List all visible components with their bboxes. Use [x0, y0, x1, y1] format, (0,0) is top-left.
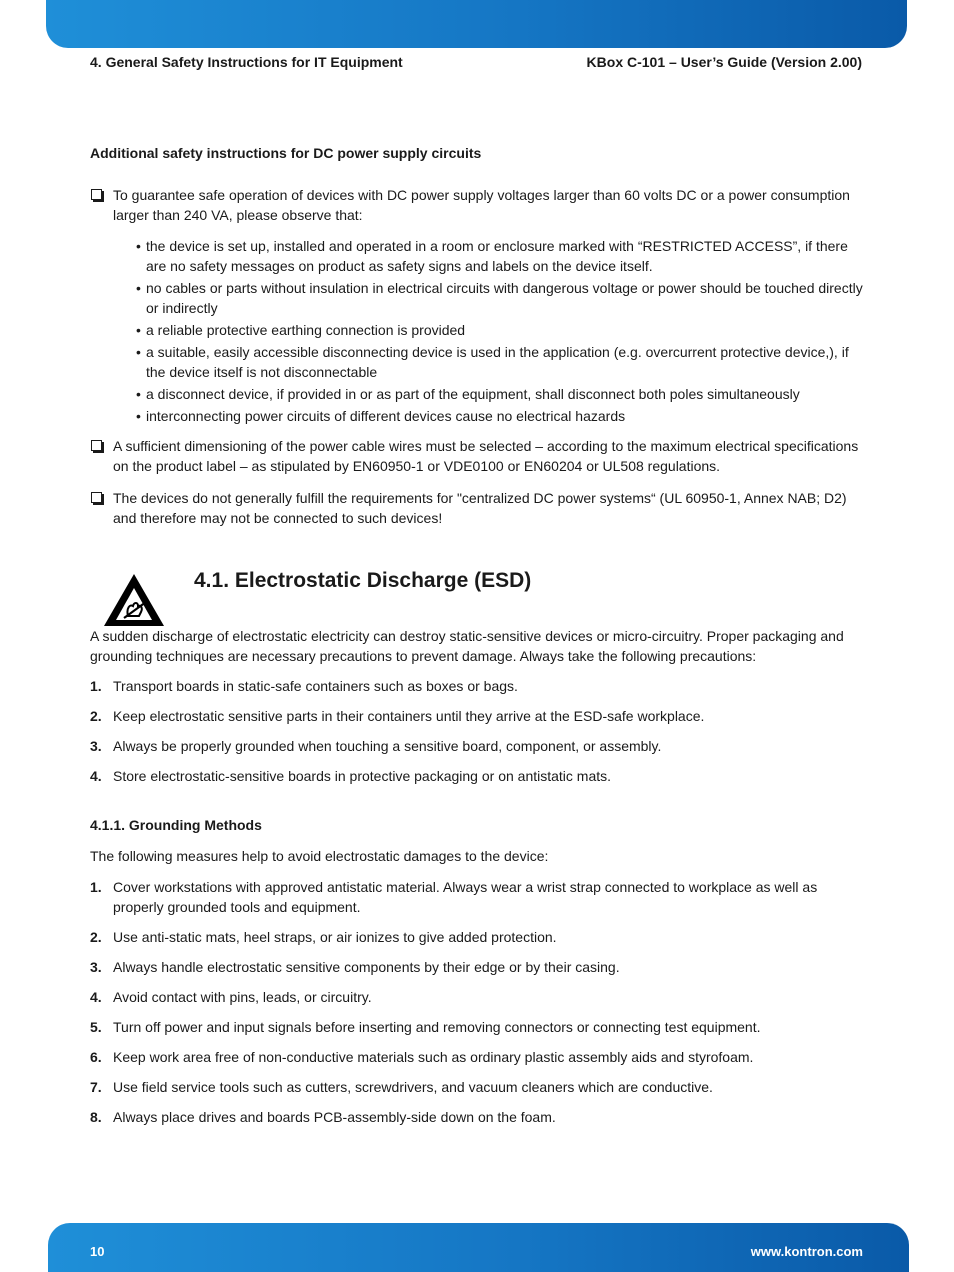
- dc-bullet-list: [113, 236, 865, 426]
- header-band: [46, 0, 907, 48]
- item-number: 4.: [90, 989, 102, 1005]
- list-item: [90, 676, 865, 696]
- item-text: Transport boards in static-safe containers such as boxes or bags.: [113, 678, 518, 694]
- list-item: [90, 736, 865, 756]
- header-document-title: KBox C-101 – User’s Guide (Version 2.00): [586, 54, 862, 70]
- page-number: 10: [90, 1244, 105, 1259]
- list-item: [90, 927, 865, 947]
- item-number: 3.: [90, 738, 102, 754]
- item-number: 1.: [90, 678, 102, 694]
- dc-bullet: • a reliable protective earthing connection is provided: [136, 320, 865, 340]
- dc-bullet: • a disconnect device, if provided in or as part of the equipment, shall disconnect both poles simultaneously: [136, 384, 865, 404]
- list-item: [90, 766, 865, 786]
- dc-bullet: • interconnecting power circuits of different devices cause no electrical hazards: [136, 406, 865, 426]
- item-text: Cover workstations with approved antistatic material. Always wear a wrist strap connected to workplace as well as properly grounded tools and equipment.: [113, 879, 818, 915]
- item-number: 3.: [90, 959, 102, 975]
- item-text: Always be properly grounded when touching a sensitive board, component, or assembly.: [113, 738, 662, 754]
- footer-url: www.kontron.com: [750, 1244, 863, 1259]
- esd-heading-block: [90, 564, 865, 619]
- item-number: 5.: [90, 1019, 102, 1035]
- dc-item-2-text: A sufficient dimensioning of the power cable wires must be selected – according to the maximum electrical specifications on the product label – as stipulated by EN60950-1 or VDE0100 or EN60204 or UL508 regulations.: [113, 438, 859, 474]
- item-text: Use field service tools such as cutters, screwdrivers, and vacuum cleaners which are conductive.: [113, 1079, 713, 1095]
- checkbox-bullet-icon: [91, 440, 102, 451]
- item-text: Keep electrostatic sensitive parts in their containers until they arrive at the ESD-safe workplace.: [113, 708, 705, 724]
- list-item: [90, 1077, 865, 1097]
- item-number: 1.: [90, 879, 102, 895]
- dc-bullet: • no cables or parts without insulation in electrical circuits with dangerous voltage or power should be touched directly or indirectly: [136, 278, 865, 318]
- dc-item-3-text: The devices do not generally fulfill the requirements for "centralized DC power systems“ (UL 60950-1, Annex NAB; D2) and therefore may not be connected to such devices!: [113, 490, 847, 526]
- list-item: [90, 957, 865, 977]
- esd-warning-icon: [102, 572, 166, 628]
- page-content: [90, 143, 865, 1137]
- list-item: [90, 1107, 865, 1127]
- item-text: Turn off power and input signals before inserting and removing connectors or connecting test equipment.: [113, 1019, 761, 1035]
- list-item: [90, 987, 865, 1007]
- esd-intro: A sudden discharge of electrostatic electricity can destroy static-sensitive devices or micro-circuitry. Proper packaging and grounding techniques are necessary precautions to prevent damage. Always take the following precautions:: [90, 628, 844, 664]
- header-section-title: 4. General Safety Instructions for IT Equipment: [90, 54, 403, 70]
- item-text: Store electrostatic-sensitive boards in protective packaging or on antistatic mats.: [113, 768, 612, 784]
- item-text: Avoid contact with pins, leads, or circuitry.: [113, 989, 372, 1005]
- item-text: Always handle electrostatic sensitive components by their edge or by their casing.: [113, 959, 620, 975]
- item-number: 6.: [90, 1049, 102, 1065]
- item-number: 2.: [90, 708, 102, 724]
- dc-item-3: [90, 488, 865, 528]
- item-text: Keep work area free of non-conductive materials such as ordinary plastic assembly aids and styrofoam.: [113, 1049, 754, 1065]
- esd-precautions-list: [90, 676, 865, 786]
- esd-heading: 4.1. Electrostatic Discharge (ESD): [194, 569, 532, 592]
- item-number: 2.: [90, 929, 102, 945]
- grounding-heading: 4.1.1. Grounding Methods: [90, 817, 262, 833]
- list-item: [90, 1047, 865, 1067]
- dc-bullet: • the device is set up, installed and operated in a room or enclosure marked with “RESTRICTED ACCESS”, if there are no safety messages on product as safety signs and labels on the device itself.: [136, 236, 865, 276]
- dc-section-heading: Additional safety instructions for DC power supply circuits: [90, 145, 482, 161]
- item-text: Always place drives and boards PCB-assembly-side down on the foam.: [113, 1109, 556, 1125]
- checkbox-bullet-icon: [91, 492, 102, 503]
- checkbox-bullet-icon: [91, 189, 102, 200]
- list-item: [90, 1017, 865, 1037]
- dc-item-1-text: To guarantee safe operation of devices with DC power supply voltages larger than 60 volts DC or a power consumption larger than 240 VA, please observe that:: [113, 187, 850, 223]
- list-item: [90, 706, 865, 726]
- item-number: 4.: [90, 768, 102, 784]
- item-number: 7.: [90, 1079, 102, 1095]
- list-item: [90, 877, 865, 917]
- dc-bullet: • a suitable, easily accessible disconnecting device is used in the application (e.g. overcurrent protective device,), if the device itself is not disconnectable: [136, 342, 865, 382]
- item-number: 8.: [90, 1109, 102, 1125]
- dc-item-1: [90, 185, 865, 426]
- dc-item-2: [90, 436, 865, 476]
- grounding-intro: The following measures help to avoid electrostatic damages to the device:: [90, 848, 549, 864]
- grounding-list: [90, 877, 865, 1127]
- item-text: Use anti-static mats, heel straps, or air ionizes to give added protection.: [113, 929, 557, 945]
